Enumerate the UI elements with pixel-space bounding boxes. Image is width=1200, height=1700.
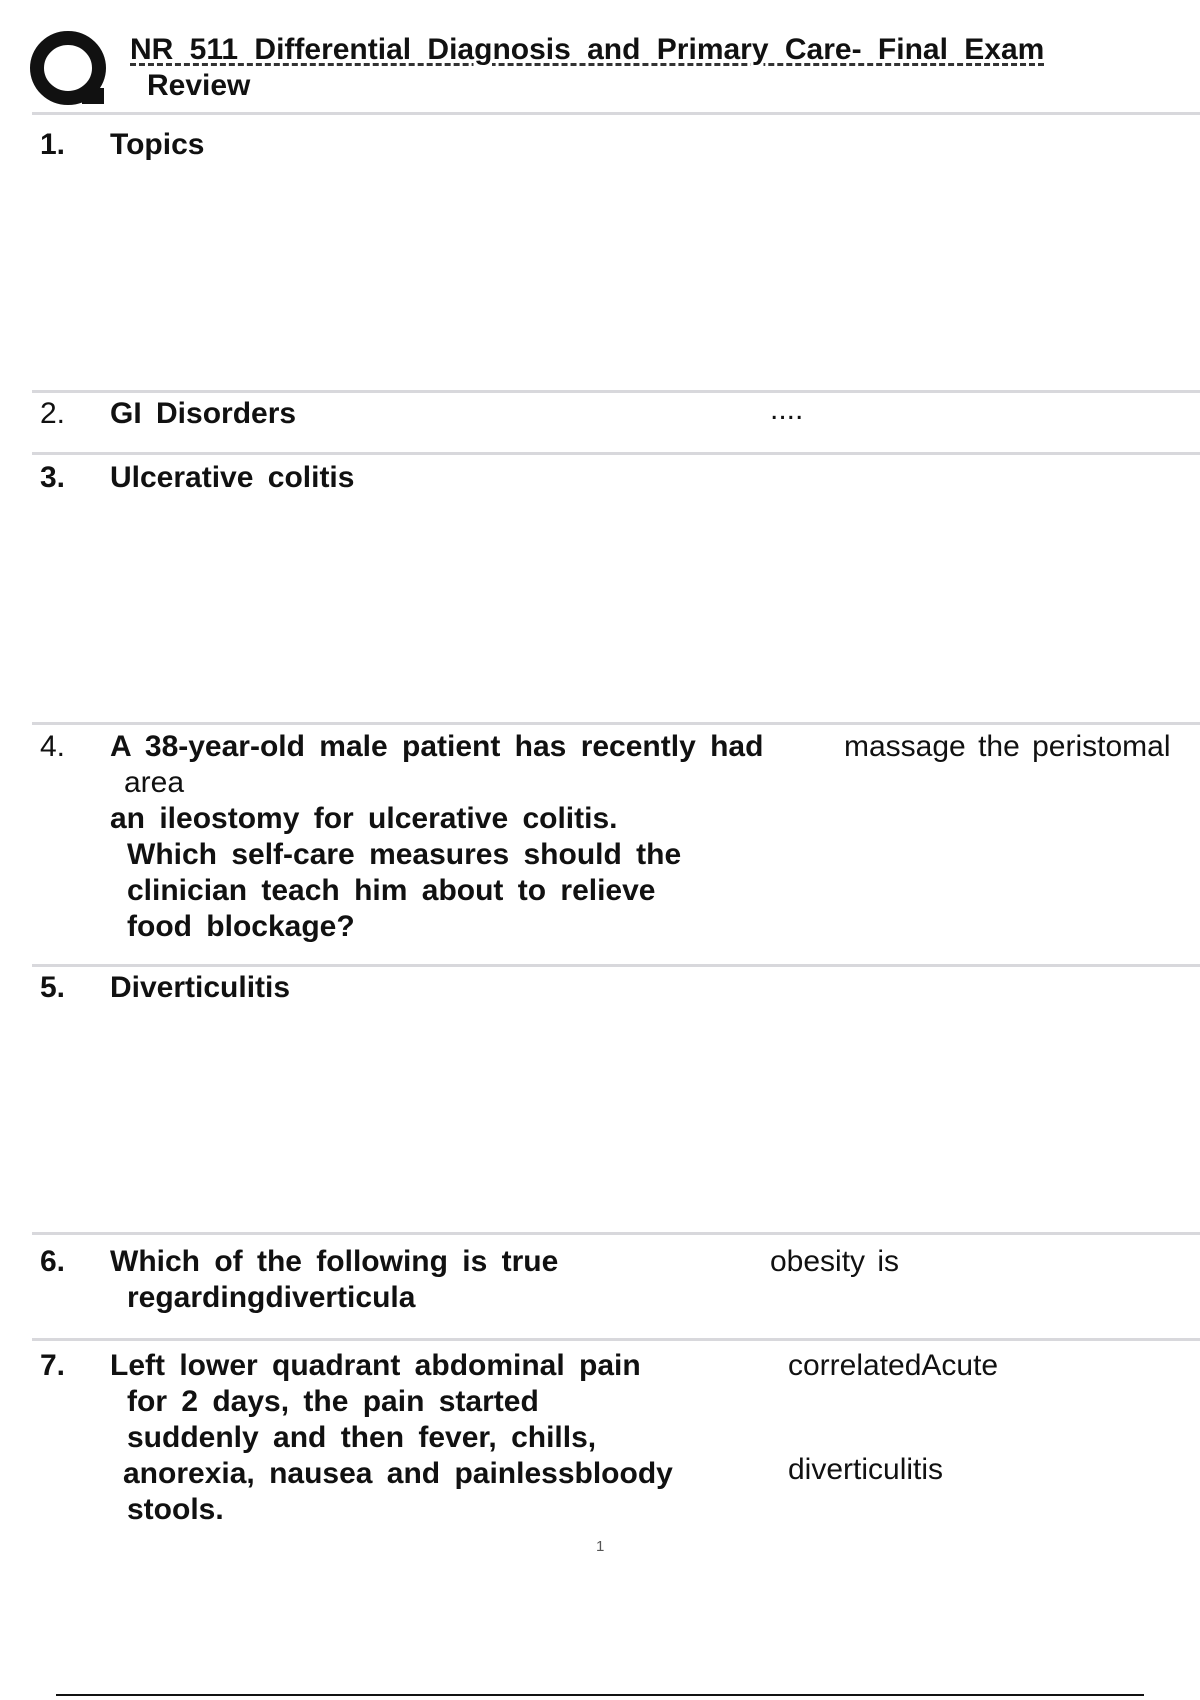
term-line: anorexia, nausea and painlessbloody <box>123 1457 673 1490</box>
item-number: 3. <box>40 461 66 494</box>
term-line: Left lower quadrant abdominal pain <box>110 1349 641 1382</box>
document-title <box>130 32 1170 104</box>
page-number: 1 <box>596 1538 605 1555</box>
item-definition: obesity is <box>770 1245 900 1278</box>
term-line: regardingdiverticula <box>127 1281 416 1314</box>
term-line: Which of the following is true <box>110 1245 559 1278</box>
item-number: 7. <box>40 1349 66 1382</box>
item-number: 4. <box>40 730 66 763</box>
item-term: GI Disorders <box>110 397 297 430</box>
item-number: 6. <box>40 1245 66 1278</box>
item-definition-line: massage the peristomal <box>844 730 1171 763</box>
term-line: clinician teach him about to relieve <box>127 874 656 907</box>
item-term: Diverticulitis <box>110 971 291 1004</box>
divider <box>32 1232 1200 1235</box>
item-definition-line: correlatedAcute <box>788 1349 999 1382</box>
divider <box>32 964 1200 967</box>
term-line: food blockage? <box>127 910 355 943</box>
item-term <box>110 1348 770 1528</box>
term-line: an ileostomy for ulcerative colitis. <box>110 802 618 835</box>
title-line-1: NR 511 Differential Diagnosis and Primary Care- Final Exam <box>130 33 1045 66</box>
divider <box>32 722 1200 725</box>
term-line-text: A 38-year-old male patient has recently had <box>110 730 764 763</box>
footer-divider <box>56 1694 1144 1696</box>
term-line: for 2 days, the pain started <box>127 1385 539 1418</box>
item-definition-line: area <box>124 766 185 799</box>
term-line: suddenly and then fever, chills, <box>127 1421 597 1454</box>
divider <box>32 112 1200 115</box>
item-number: 5. <box>40 971 66 1004</box>
item-number: 2. <box>40 397 66 430</box>
item-term: Ulcerative colitis <box>110 461 355 494</box>
item-definition: .... <box>770 393 804 426</box>
term-line: Which self-care measures should the <box>127 838 682 871</box>
item-term <box>110 1244 770 1316</box>
item-definition-line: diverticulitis <box>788 1453 944 1486</box>
q-logo-icon <box>30 30 110 110</box>
divider <box>32 452 1200 455</box>
term-line: stools. <box>127 1493 224 1526</box>
item-number: 1. <box>40 128 66 161</box>
divider <box>32 1338 1200 1341</box>
title-line-2: Review <box>147 69 251 102</box>
divider <box>32 390 1200 393</box>
item-term: Topics <box>110 128 205 161</box>
term-spacer <box>110 765 1170 801</box>
